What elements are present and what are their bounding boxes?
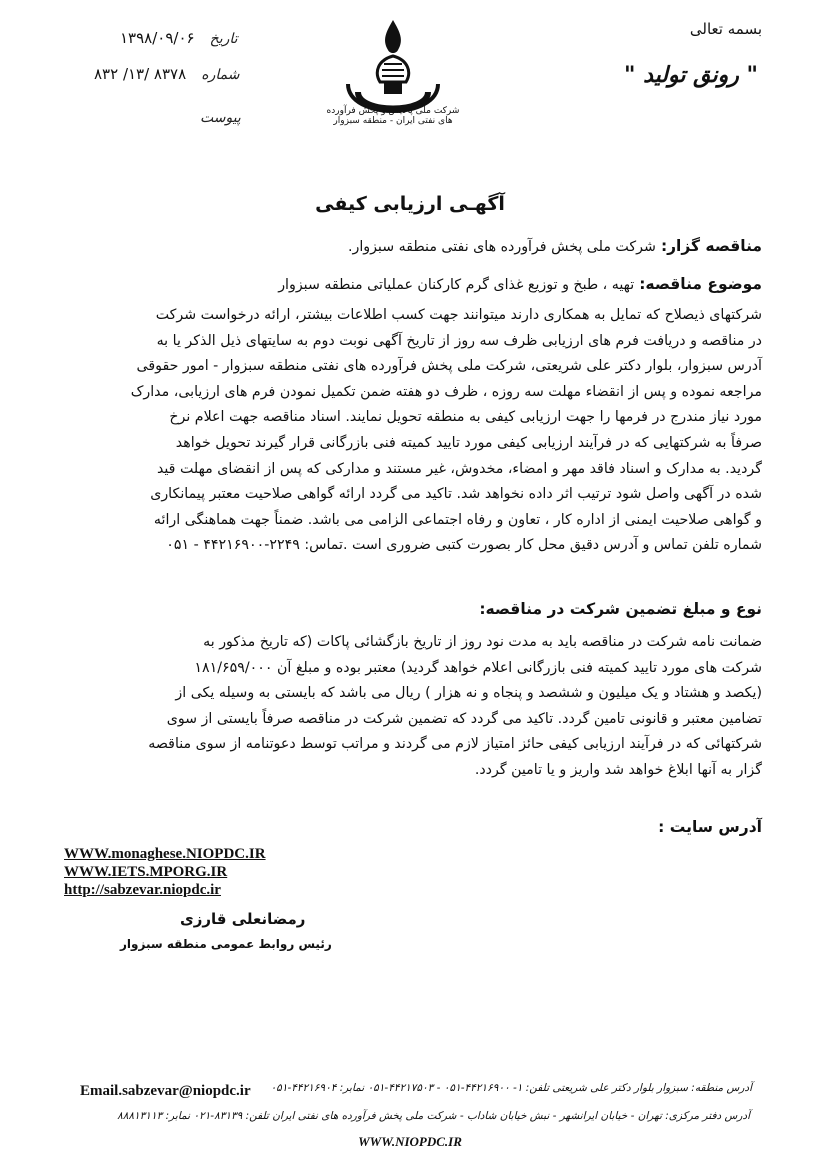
footer-website[interactable]: WWW.NIOPDC.IR xyxy=(358,1134,462,1149)
signatory-title: رئیس روابط عمومی منطقه سبزوار xyxy=(120,937,332,951)
body-line: در مناقصه و دریافت فرم های ارزیابی ظرف سه روز از تاریخ آگهی نوبت دوم به سایتهای ذیل الذکر یا به xyxy=(156,332,762,349)
date-block xyxy=(120,28,280,47)
body-line: مورد نیاز مندرج در فرمها را جهت ارزیابی کیفی به منطقه تحویل نمایند. اسناد مناقصه جهت اعلام نرخ xyxy=(169,409,762,426)
company-logo xyxy=(318,14,468,174)
footer-email[interactable]: Email.sabzevar@niopdc.ir xyxy=(80,1083,251,1099)
site-link[interactable]: WWW.IETS.MPORG.IR xyxy=(64,864,228,880)
tender-subject-value: تهیه ، طبخ و توزیع غذای گرم کارکنان عملیاتی منطقه سبزوار xyxy=(278,277,635,293)
body-line: شماره تلفن تماس و آدرس دقیق محل کار بصورت کتبی ضروری است .تماس: ۲۲۴۹-۴۴۲۱۶۹۰۰ - ۰۵۱ xyxy=(166,537,762,554)
tender-organizer-value: شرکت ملی پخش فرآورده های نفتی منطقه سبزوار. xyxy=(347,239,656,255)
body-paragraph xyxy=(62,303,762,559)
guarantee-paragraph xyxy=(62,630,762,784)
company-logo-caption: شرکت ملی پالایش و پخش فرآورده های نفتی ایران - منطقه سبزوار xyxy=(326,106,460,126)
site-link[interactable]: WWW.monaghese.NIOPDC.IR xyxy=(64,846,266,862)
document-title: آگهـی ارزیابی کیفی xyxy=(315,193,505,215)
guarantee-line: تضامین معتبر و قانونی تامین گردد. تاکید می گردد که تضمین شرکت در مناقصه صرفاً بایستی از سوی xyxy=(166,710,762,727)
sites-heading: آدرس سایت : xyxy=(658,818,762,836)
number-block xyxy=(94,64,284,83)
tender-subject-row xyxy=(62,274,762,293)
guarantee-line: شرکت های مورد تایید کمیته فنی بازرگانی اعلام خواهد گردید) معتبر بوده و مبلغ آن ۱۸۱/۶۵۹/۰۰۰ xyxy=(194,659,762,676)
body-line: شرکتهای ذیصلاح که تمایل به همکاری دارند میتوانند جهت کسب اطلاعات بیشتر، ارائه درخواست شرکت xyxy=(155,307,762,323)
tender-organizer-row xyxy=(62,236,762,255)
bismillah-text: بسمه تعالی xyxy=(689,20,762,38)
signatory-name: رمضانعلی قارزی xyxy=(180,910,306,928)
attachment-label: پیوست xyxy=(200,110,241,126)
motto-text: " رونق تولید " xyxy=(624,62,758,88)
date-value: ۱۳۹۸/۰۹/۰۶ xyxy=(120,29,195,47)
number-label: شماره xyxy=(201,67,240,83)
body-line: صرفاً به شرکتهایی که در فرآیند ارزیابی کیفی مورد تایید کمیته فنی بازرگانی قرار گیرند تحویل خواهد xyxy=(175,434,762,451)
body-line: آدرس سبزوار، بلوار دکتر علی شریعتی، شرکت ملی پخش فرآورده های نفتی منطقه سبزوار - امور حقوقی xyxy=(136,358,762,375)
guarantee-line: شرکتهائی که در فرآیند ارزیابی کیفی حائز امتیاز لازم می گردند و مراتب توسط دعوتنامه از سوی مناقصه xyxy=(148,736,762,753)
footer-regional-address: آدرس منطقه: سبزوار بلوار دکتر علی شریعتی تلفن: ۱- ۴۴۲۱۶۹۰۰-۰۵۱ - ۴۴۲۱۷۵۰۳-۰۵۱ نمابر: ۴۴۲۱۶۹۰۴-۰۵۱ xyxy=(270,1082,752,1094)
body-line: مراجعه نموده و پس از انقضاء مهلت سه روزه ، ظرف دو هفته ضمن تکمیل نمودن فرم های ارزیابی، مدارک xyxy=(130,383,762,400)
site-link[interactable]: http://sabzevar.niopdc.ir xyxy=(64,882,221,898)
guarantee-line: (یکصد و هشتاد و یک میلیون و ششصد و پنجاه و نه هزار ) ریال می باشد که بایستی به وسیله یکی از xyxy=(175,685,762,702)
tender-organizer-label: مناقصه گزار: xyxy=(660,237,762,255)
tender-subject-label: موضوع مناقصه: xyxy=(639,275,762,293)
body-line: و گواهی صلاحیت ایمنی از اداره کار ، تعاون و رفاه اجتماعی الزامی می باشد. ضمناً جهت هماهنگی ارائه xyxy=(153,511,762,528)
body-line: گردید. به مدارک و اسناد فاقد مهر و امضاء، مخدوش، غیر مستند و مدارکی که پس از انقضای مهلت قید xyxy=(156,460,762,477)
footer-central-address: آدرس دفتر مرکزی: تهران - خیابان ایرانشهر - نبش خیابان شاداب - شرکت ملی پخش فرآورده های نفتی ایران تلفن: ۸۳۱۳۹-۰۲۱ نمابر: ۸۸۸۱۳۱۱۳ xyxy=(117,1110,750,1122)
date-label: تاریخ xyxy=(209,31,238,47)
site-links xyxy=(64,845,266,899)
body-line: شده در آگهی واصل شود ترتیب اثر داده نخواهد شد. تاکید می گردد ارائه گواهی صلاحیت معتبر پیمانکاری xyxy=(150,486,762,503)
guarantee-heading: نوع و مبلغ تضمین شرکت در مناقصه: xyxy=(479,600,762,618)
number-value: ۸۳۲ /۱۳/ ۸۳۷۸ xyxy=(94,65,187,83)
guarantee-line: ضمانت نامه شرکت در مناقصه باید به مدت نود روز از تاریخ بازگشائی پاکات (که تاریخ مذکور به xyxy=(203,634,762,650)
guarantee-line: گزار به آنها ابلاغ خواهد شد واریز و یا تامین گردد. xyxy=(474,761,762,778)
